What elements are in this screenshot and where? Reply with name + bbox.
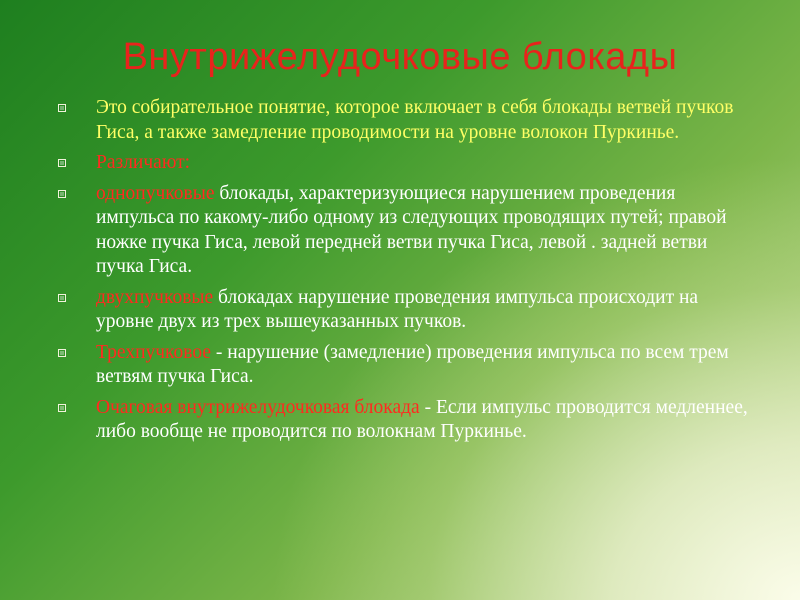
definition-text: Это собирательное понятие, которое включает в себя блокады ветвей пучков Гиса, а также замедление проводимости на уровне волокон Пуркинье. bbox=[96, 97, 734, 143]
square-bullet-icon bbox=[58, 349, 66, 357]
square-bullet-icon bbox=[58, 190, 66, 198]
description-bifascicular: блокадах нарушение проведения импульса происходит на уровне двух из трех вышеуказанных пучков. bbox=[96, 286, 699, 332]
description-single-fascicular: блокады, характеризующиеся нарушением проведения импульса по какому-либо одному из следующих проводящих путей; правой ножке пучка Гиса, левой передней ветви пучка Гиса, левой . задней ветви пучка Гиса. bbox=[96, 182, 727, 277]
description-focal-block: - Если импульс проводится медленнее, либо вообще не проводится по волокнам Пуркинье. bbox=[96, 396, 748, 442]
list-item-definition bbox=[58, 96, 748, 145]
term-focal-block: Очаговая внутрижелудочковая блокада bbox=[96, 396, 420, 418]
list-item-distinguish bbox=[58, 151, 748, 176]
square-bullet-icon bbox=[58, 404, 66, 412]
square-bullet-icon bbox=[58, 294, 66, 302]
term-single-fascicular: однопучковые bbox=[96, 182, 215, 204]
square-bullet-icon bbox=[58, 104, 66, 112]
list-item-focal-block bbox=[58, 396, 748, 445]
term-bifascicular: двухпучковые bbox=[96, 286, 214, 308]
description-trifascicular: - нарушение (замедление) проведения импульса по всем трем ветвям пучка Гиса. bbox=[96, 341, 729, 387]
list-item-bifascicular bbox=[58, 286, 748, 335]
bullet-list bbox=[58, 96, 748, 451]
slide-title: Внутрижелудочковые блокады bbox=[122, 36, 678, 78]
list-item-trifascicular bbox=[58, 341, 748, 390]
square-bullet-icon bbox=[58, 159, 66, 167]
term-trifascicular: Трехпучковое bbox=[96, 341, 212, 363]
distinguish-label: Различают: bbox=[96, 152, 191, 173]
list-item-single-fascicular bbox=[58, 182, 748, 280]
